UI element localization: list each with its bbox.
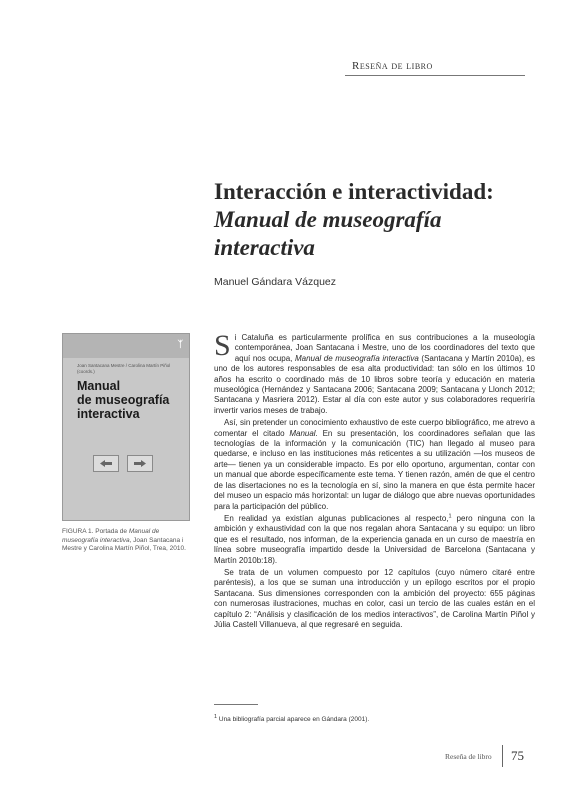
folio-rule (502, 745, 503, 767)
footnote-ref[interactable]: 1 (448, 513, 452, 520)
header-rule (345, 75, 525, 76)
caption-title: Manual de museografía interactiva (62, 528, 160, 544)
footnote-rule (214, 704, 258, 705)
paragraph-1 (214, 329, 535, 416)
cover-editors: Joan Santacana Mestre / Carolina Martín Piñol (coords.) (77, 363, 171, 374)
footnote-mark: 1 (214, 713, 218, 720)
publisher-logo-icon: ᛉ (177, 339, 183, 349)
p2-book-title: Manual. (289, 428, 318, 438)
p2-text-a: Así, sin pretender un conocimiento exhaustivo de este cuerpo bibliográfico, me atrevo a comentar el citado (214, 418, 535, 438)
p3-text-a: En realidad ya existían algunas publicaciones al respecto, (224, 513, 449, 523)
running-header: Reseña de libro (352, 60, 433, 72)
p3-text-b: pero ninguna con la ambición y exhaustividad con la que nos regalan ahora Santacana y su equipo: un libro que es el resultado, nos informan, de la experiencia ganada en un curso de maestría en línea sobre museografía impartido desde la Universidad de Barcelona (Santacana y Martín 2010b:18). (214, 513, 536, 565)
cover-title-line-1: Manual (77, 379, 121, 393)
p2-text-b: En su presentación, los coordinadores señalan que las tecnologías de la información y la comunicación (TIC) han llegado al museo para quedarse, e incluso en las instituciones más reticentes a su utilización —los museos de arte— tienen ya un considerable impacto. Es por ello oportuno, argumentan, contar con un manual que aborde específicamente este tema. Y tienen razón, amén de que el centro de las disertaciones no es la tecnología en sí, sino la manera en que ésta permite hacer del museo un espacio más horizontal: un lugar de diálogo que abre nuevas oportunidades para la participación del público. (214, 428, 535, 511)
p1-text-b: (Santacana y Martín 2010a), es uno de los autores responsables de esa alta productividad: tan sólo en los últimos 10 años ha escrito o coordinado más de 10 libros sobre teoría y educación en materia museológica (Hernández y Santacana 2006; Santacana 2009; Santacana y Llonch 2012; Santacana y Masriera 2012). Estar al día con este autor y sus colaboradores requeriría invertir varios meses de trabajo. (214, 353, 535, 415)
drop-cap: S (214, 329, 231, 362)
arrow-right-icon (127, 455, 153, 472)
paragraph-3 (214, 514, 535, 566)
cover-title-line-2: de museografía (77, 393, 170, 407)
title-line-2: Manual de museografía (214, 207, 442, 232)
caption-prefix: FIGURA 1. Portada de (62, 528, 129, 535)
page-number: 75 (511, 748, 524, 763)
folio-section-label: Reseña de libro (445, 752, 492, 761)
cover-title-line-3: interactiva (77, 407, 140, 421)
p1-text-a: i Cataluña es particularmente prolífica en sus contribuciones a la museología contemporánea, Joan Santacana i Mestre, uno de los coordinadores del texto que aquí nos ocupa, (234, 333, 535, 363)
figure-caption (62, 528, 194, 554)
footnote-text: Una bibliografía parcial aparece en Gándara (2001). (217, 716, 370, 723)
article-title (214, 178, 534, 262)
paragraph-2 (214, 418, 535, 512)
p1-book-title: Manual de museografía interactiva (294, 353, 419, 363)
article-author: Manuel Gándara Vázquez (214, 276, 336, 288)
cover-title (77, 379, 187, 421)
cover-top-band (63, 334, 189, 358)
cover-arrows (93, 455, 153, 472)
article-body (214, 329, 536, 632)
paragraph-4: Se trata de un volumen compuesto por 12 capítulos (cuyo número citaré entre paréntesis), a los que se suman una introducción y un epílogo escritos por el propio Santacana. Sus dimensiones corresponden con la ambición del proyecto: 655 páginas con numerosas ilustraciones, muchas en color, casi un tercio de las cuales están en el capítulo 2: “Análisis y clasificación de los medios interactivos”, de Carolina Martín Piñol y Júlia Castell Villanueva, al que regresaré en seguida. (214, 567, 535, 629)
footnote (214, 713, 535, 723)
book-cover-image (62, 333, 190, 521)
arrow-left-icon (93, 455, 119, 472)
caption-rest: , Joan Santacana i Mestre y Carolina Martín Piñol, Trea, 2010. (62, 536, 186, 552)
title-line-3: interactiva (214, 235, 315, 260)
title-line-1: Interacción e interactividad: (214, 179, 494, 204)
